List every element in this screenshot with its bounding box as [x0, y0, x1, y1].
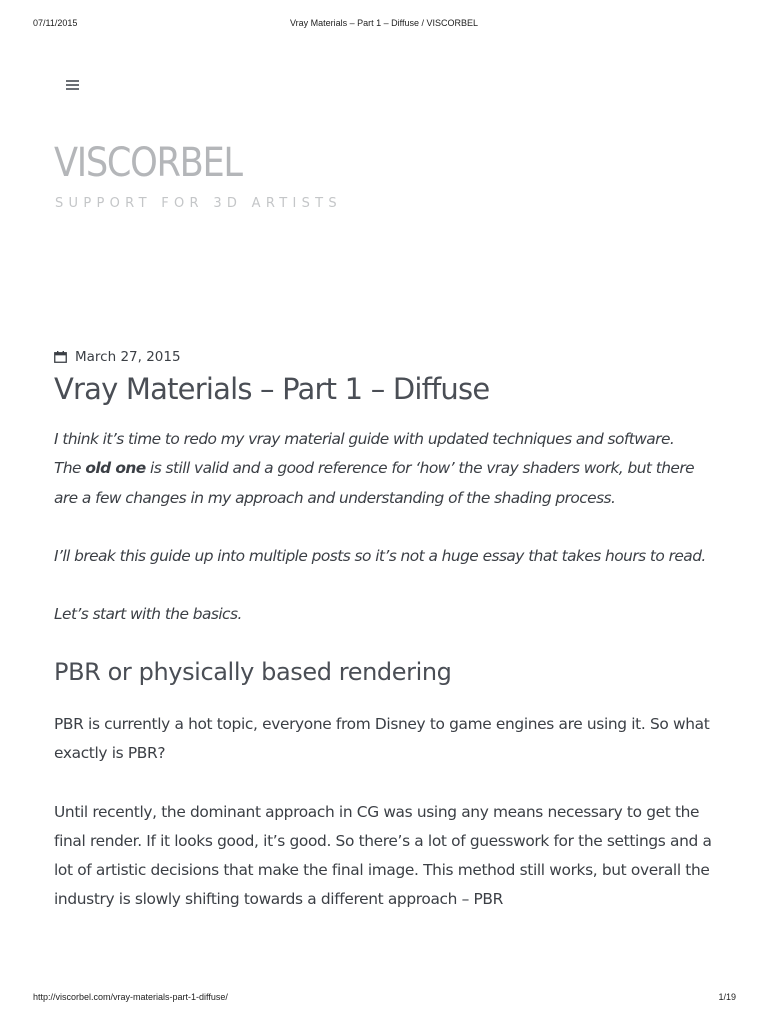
intro-paragraph — [54, 425, 719, 513]
post-date — [54, 349, 181, 365]
print-page-title: Vray Materials – Part 1 – Diffuse / VISCORBEL — [289, 18, 479, 28]
print-url: http://viscorbel.com/vray-materials-part-1-diffuse/ — [33, 992, 228, 1002]
post-date-text: March 27, 2015 — [75, 349, 181, 365]
intro-line-2-after: is still valid and a good reference for ‘how’ the vray shaders work, but there are a few changes in my approach and understanding of the shading process. — [54, 459, 695, 507]
menu-icon-bar — [66, 84, 79, 86]
section-heading-pbr: PBR or physically based rendering — [54, 658, 452, 686]
intro-line-2-before: The — [54, 459, 86, 478]
site-tagline: SUPPORT FOR 3D ARTISTS — [55, 196, 342, 211]
print-header — [0, 18, 768, 32]
menu-icon-bar — [66, 80, 79, 82]
intro-paragraph-3: Let’s start with the basics. — [54, 605, 242, 624]
print-footer — [0, 992, 768, 1006]
calendar-icon — [54, 351, 67, 363]
post-title: Vray Materials – Part 1 – Diffuse — [54, 372, 490, 406]
hamburger-menu-icon[interactable] — [64, 76, 82, 92]
old-guide-link[interactable]: old one — [85, 459, 146, 478]
site-title[interactable]: VISCORBEL — [54, 140, 242, 186]
intro-line-1: I think it’s time to redo my vray material guide with updated techniques and software. — [54, 430, 675, 448]
menu-icon-bar — [66, 88, 79, 90]
body-paragraph-1: PBR is currently a hot topic, everyone from Disney to game engines are using it. So what exactly is PBR? — [54, 715, 710, 763]
print-date: 07/11/2015 — [33, 18, 78, 28]
intro-paragraph-2: I’ll break this guide up into multiple posts so it’s not a huge essay that takes hours to read. — [54, 546, 706, 565]
print-page-number: 1/19 — [718, 992, 736, 1002]
post-body — [54, 710, 719, 915]
post-intro — [54, 425, 719, 629]
body-paragraph-2: Until recently, the dominant approach in CG was using any means necessary to get the final render. If it looks good, it’s good. So there’s a lot of guesswork for the settings and a lot of artistic decisions that make the final image. This method still works, but overall the industry is slowly shifting towards a different approach – PBR — [54, 802, 712, 909]
